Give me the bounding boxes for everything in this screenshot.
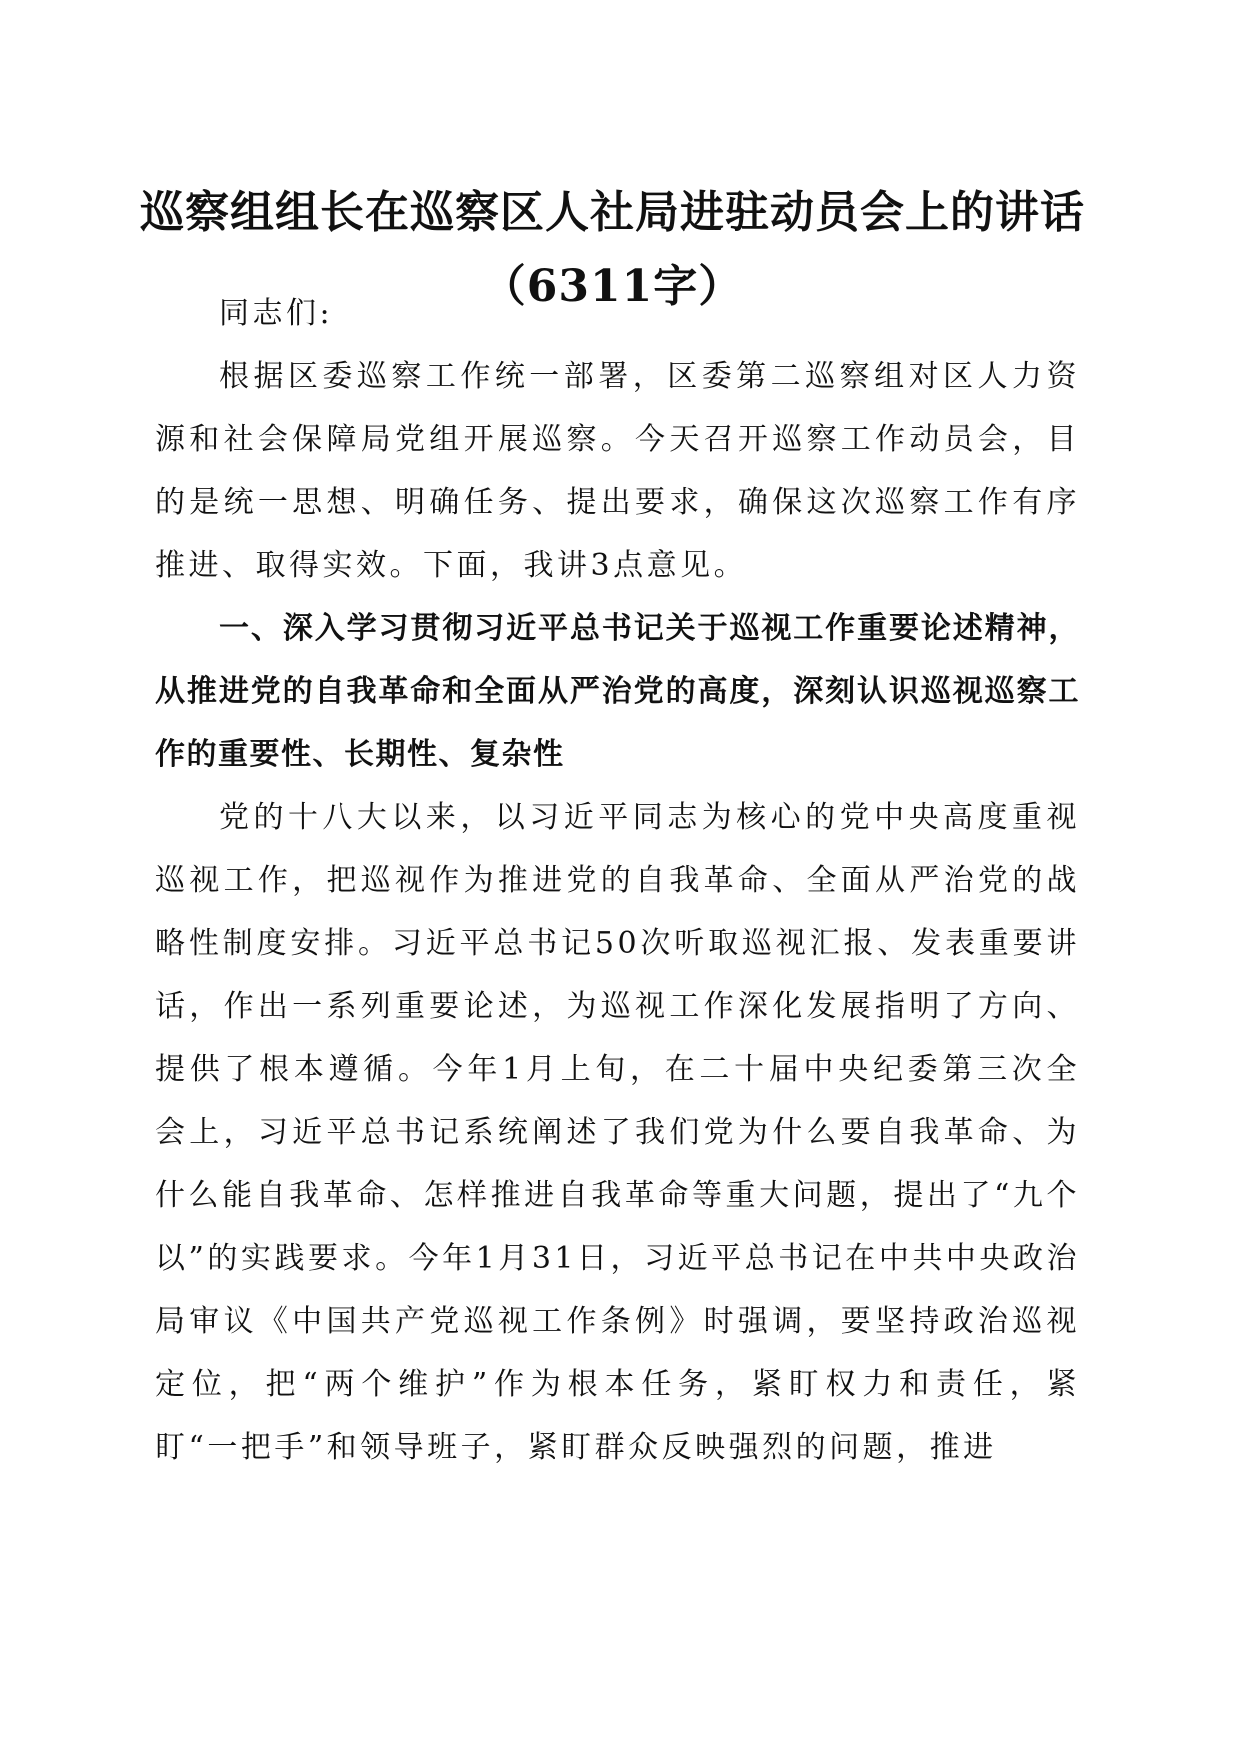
- intro-paragraph: 根据区委巡察工作统一部署，区委第二巡察组对区人力资源和社会保障局党组开展巡察。今天召开巡察工作动员会，目的是统一思想、明确任务、提出要求，确保这次巡察工作有序推进、取得实效。下面，我讲3点意见。: [155, 359, 1080, 583]
- document-title: 巡察组组长在巡察区人社局进驻动员会上的讲话（6311字）: [140, 187, 1085, 312]
- section-heading-1: 一、深入学习贯彻习近平总书记关于巡视工作重要论述精神，从推进党的自我革命和全面从严治党的高度，深刻认识巡视巡察工作的重要性、长期性、复杂性: [155, 611, 1080, 772]
- document-body: [155, 282, 1080, 1479]
- salutation: 同志们:: [219, 296, 334, 331]
- section-1-paragraph: 党的十八大以来，以习近平同志为核心的党中央高度重视巡视工作，把巡视作为推进党的自我革命、全面从严治党的战略性制度安排。习近平总书记50次听取巡视汇报、发表重要讲话，作出一系列重要论述，为巡视工作深化发展指明了方向、提供了根本遵循。今年1月上旬，在二十届中央纪委第三次全会上，习近平总书记系统阐述了我们党为什么要自我革命、为什么能自我革命、怎样推进自我革命等重大问题，提出了“九个以”的实践要求。今年1月31日，习近平总书记在中共中央政治局审议《中国共产党巡视工作条例》时强调，要坚持政治巡视定位，把“两个维护”作为根本任务，紧盯权力和责任，紧盯“一把手”和领导班子，紧盯群众反映强烈的问题，推进: [155, 800, 1080, 1465]
